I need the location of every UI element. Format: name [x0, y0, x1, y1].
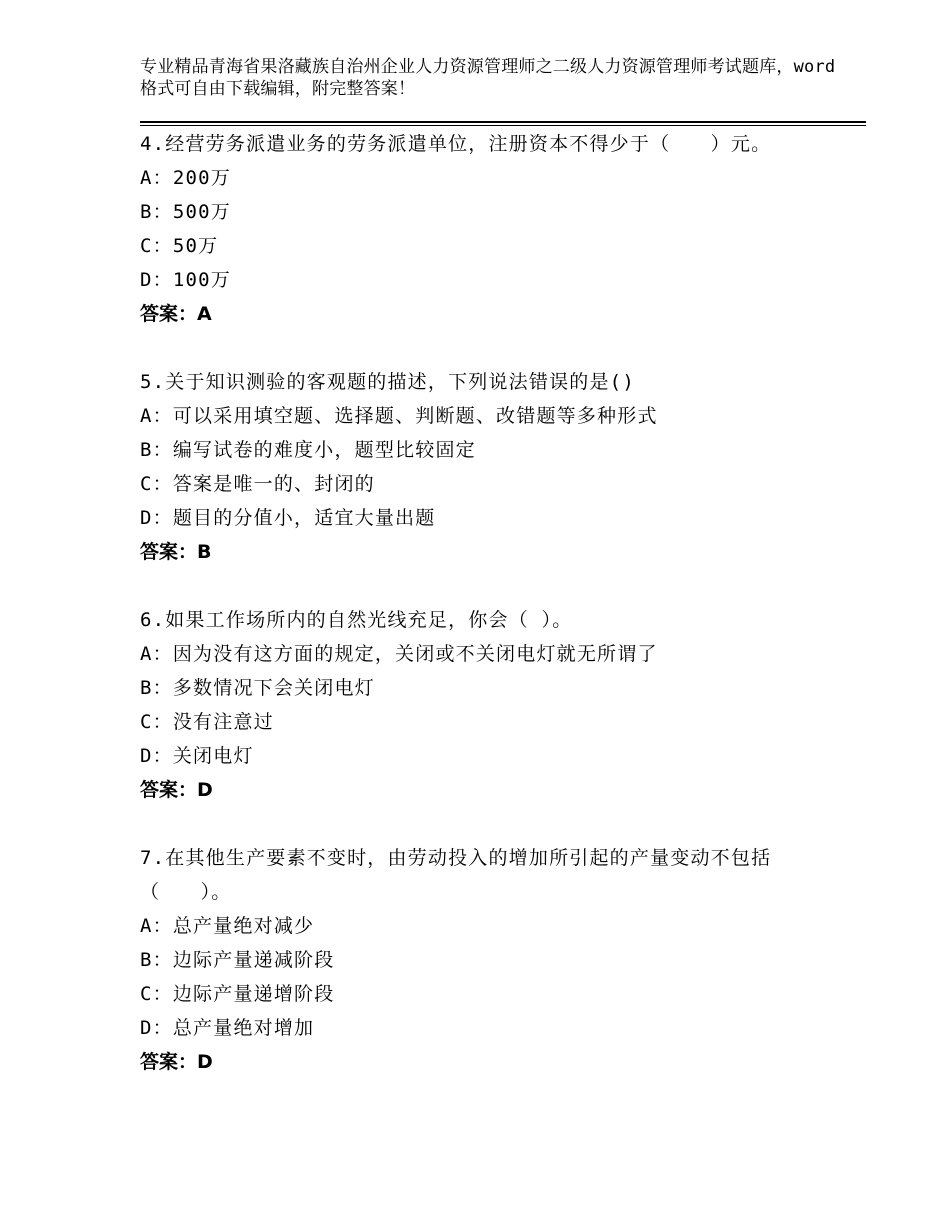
- question-stem: 7.在其他生产要素不变时，由劳动投入的增加所引起的产量变动不包括（ ）。: [140, 847, 772, 903]
- option-c: C：答案是唯一的、封闭的: [140, 473, 375, 495]
- question-stem: 6.如果工作场所内的自然光线充足，你会（ ）。: [140, 609, 573, 631]
- option-c: C：边际产量递增阶段: [140, 983, 335, 1005]
- question-item: [140, 365, 840, 569]
- header-divider-thin: [140, 125, 866, 126]
- question-stem: 4.经营劳务派遣业务的劳务派遣单位，注册资本不得少于（ ）元。: [140, 133, 772, 155]
- option-b: B：编写试卷的难度小，题型比较固定: [140, 439, 476, 461]
- question-list: [140, 127, 840, 1113]
- question-item: [140, 841, 840, 1079]
- option-b: B：边际产量递减阶段: [140, 949, 335, 971]
- answer-label: 答案：D: [140, 779, 213, 801]
- answer-label: 答案：A: [140, 303, 212, 325]
- answer-label: 答案：D: [140, 1051, 213, 1073]
- option-b: B：多数情况下会关闭电灯: [140, 677, 375, 699]
- option-d: D：100万: [140, 269, 231, 291]
- document-header: 专业精品青海省果洛藏族自治州企业人力资源管理师之二级人力资源管理师考试题库，word格式可自由下载编辑，附完整答案！: [140, 57, 836, 99]
- option-a: A：可以采用填空题、选择题、判断题、改错题等多种形式: [140, 405, 658, 427]
- option-a: A：总产量绝对减少: [140, 915, 315, 937]
- header-divider-thick: [140, 121, 866, 123]
- question-item: [140, 127, 840, 331]
- option-a: A：因为没有这方面的规定，关闭或不关闭电灯就无所谓了: [140, 643, 658, 665]
- option-d: D：关闭电灯: [140, 745, 254, 767]
- option-b: B：500万: [140, 201, 231, 223]
- option-d: D：总产量绝对增加: [140, 1017, 315, 1039]
- question-item: [140, 603, 840, 807]
- option-d: D：题目的分值小，适宜大量出题: [140, 507, 436, 529]
- option-c: C：50万: [140, 235, 219, 257]
- option-a: A：200万: [140, 167, 231, 189]
- question-stem: 5.关于知识测验的客观题的描述，下列说法错误的是(): [140, 371, 635, 393]
- option-c: C：没有注意过: [140, 711, 274, 733]
- answer-label: 答案：B: [140, 541, 212, 563]
